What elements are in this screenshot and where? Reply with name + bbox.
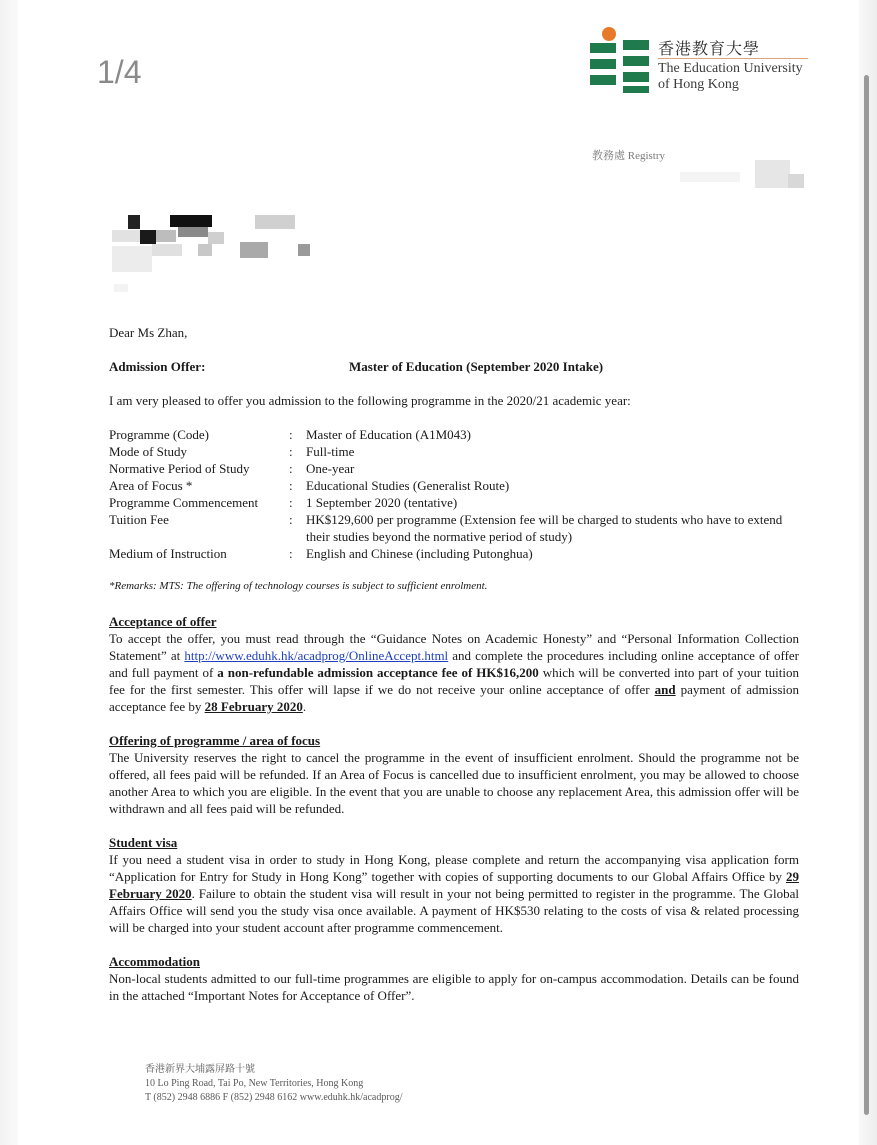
acceptance-paragraph xyxy=(109,630,799,715)
subject-label: Admission Offer: xyxy=(109,359,206,374)
page-indicator: 1/4 xyxy=(97,54,142,90)
visa-text: If you need a student visa in order to study in Hong Kong, please complete and return the accompanying visa application form “Application for Entry for Study in Hong Kong” together with copies of supporting documents to our Global Affairs Office by xyxy=(109,852,799,884)
detail-value: HK$129,600 per programme (Extension fee will be charged to students who have to extend their studies beyond the normative period of study) xyxy=(306,512,783,544)
contact-info: T (852) 2948 6886 F (852) 2948 6162 www.eduhk.hk/acadprog/ xyxy=(145,1092,403,1103)
visa-paragraph xyxy=(109,851,799,936)
programme-details xyxy=(109,426,809,562)
subject-line xyxy=(109,358,709,375)
detail-colon: : xyxy=(289,427,293,442)
acceptance-heading: Acceptance of offer xyxy=(109,614,217,629)
page-shadow-left xyxy=(0,0,18,1145)
logo-divider xyxy=(658,58,808,59)
university-name-english-line1: The Education University xyxy=(658,61,803,76)
scrollbar[interactable] xyxy=(864,75,869,1115)
detail-label: Normative Period of Study xyxy=(109,461,250,476)
acceptance-text: . xyxy=(302,699,307,714)
detail-value: English and Chinese (including Putonghua) xyxy=(306,546,533,561)
visa-text: . Failure to obtain the student visa will result in your not being permitted to register in the programme. The Global Affairs Office will send you the study visa once available. A payment of HK$530 relating to the costs of visa & related processing will be charged into your student account after programme commencement. xyxy=(109,886,800,935)
address-english: 10 Lo Ping Road, Tai Po, New Territories, Hong Kong xyxy=(145,1078,364,1089)
acceptance-text: To accept the offer, you must read through the “Guidance Notes on Academic Honesty” and “Personal Information Collection Statement” at xyxy=(109,631,799,663)
detail-colon: : xyxy=(289,512,293,527)
university-name-chinese: 香港教育大學 xyxy=(658,41,761,58)
salutation: Dear Ms Zhan, xyxy=(109,325,188,340)
accommodation-paragraph: Non-local students admitted to our full-time programmes are eligible to apply for on-campus accommodation. Details can be found in the attached “Important Notes for Acceptance of Offer”. xyxy=(109,971,799,1003)
and-emphasis: and xyxy=(654,682,676,697)
detail-label: Programme (Code) xyxy=(109,427,210,442)
offering-paragraph: The University reserves the right to cancel the programme in the event of insufficient enrolment. Should the programme not be offered, all fees paid will be refunded. If an Area of Focus is cancelled due to insufficient enrolment, you may be allowed to choose another Area to which you are eligible. In the event that you are unable to choose any replacement Area, this admission offer will be withdrawn and all fees paid will be refunded. xyxy=(109,750,799,816)
detail-row-commencement xyxy=(109,494,809,511)
acceptance-text: which will be converted into part of your tuition fee for the first semester. This offer will lapse if we do not receive your online acceptance of offer xyxy=(109,665,799,697)
detail-label: Programme Commencement xyxy=(109,495,259,510)
online-accept-link[interactable]: http://www.eduhk.hk/acadprog/OnlineAccept.html xyxy=(184,648,449,663)
offering-heading: Offering of programme / area of focus xyxy=(109,733,321,748)
address-chinese: 香港新界大埔露屏路十號 xyxy=(145,1064,255,1075)
intro-text: I am very pleased to offer you admission to the following programme in the 2020/21 academic year: xyxy=(109,393,631,408)
detail-row-programme xyxy=(109,426,809,443)
detail-row-tuition xyxy=(109,511,809,545)
redacted-recipient-address xyxy=(112,212,322,292)
detail-value: One-year xyxy=(306,461,355,476)
eduhk-logo-icon xyxy=(590,26,650,94)
acceptance-deadline: 28 February 2020 xyxy=(204,699,303,714)
subject-value: Master of Education (September 2020 Intake) xyxy=(349,359,604,374)
detail-colon: : xyxy=(289,461,293,476)
detail-row-period xyxy=(109,460,809,477)
university-logo xyxy=(590,26,815,96)
remarks: *Remarks: MTS: The offering of technology courses is subject to sufficient enrolment. xyxy=(109,580,488,592)
detail-colon: : xyxy=(289,444,293,459)
redacted-reference xyxy=(660,160,810,190)
detail-colon: : xyxy=(289,478,293,493)
acceptance-text: payment of admission acceptance fee by xyxy=(109,682,799,714)
detail-colon: : xyxy=(289,546,293,561)
detail-value: 1 September 2020 (tentative) xyxy=(306,495,458,510)
accommodation-heading: Accommodation xyxy=(109,954,200,969)
detail-row-focus xyxy=(109,477,809,494)
detail-label: Medium of Instruction xyxy=(109,546,227,561)
detail-row-mode xyxy=(109,443,809,460)
detail-row-medium xyxy=(109,545,809,562)
visa-heading: Student visa xyxy=(109,835,178,850)
detail-label: Mode of Study xyxy=(109,444,187,459)
detail-value: Full-time xyxy=(306,444,355,459)
detail-label: Area of Focus * xyxy=(109,478,193,493)
department-label: 教務處 Registry xyxy=(592,150,666,162)
university-name-english-line2: of Hong Kong xyxy=(658,77,739,92)
visa-deadline: 29 February 2020 xyxy=(109,869,799,901)
detail-colon: : xyxy=(289,495,293,510)
acceptance-text: and complete the procedures including online acceptance of offer and full payment of xyxy=(109,648,799,680)
detail-value: Master of Education (A1M043) xyxy=(306,427,471,442)
detail-label: Tuition Fee xyxy=(109,512,169,527)
detail-value: Educational Studies (Generalist Route) xyxy=(306,478,510,493)
acceptance-fee: a non-refundable admission acceptance fee of HK$16,200 xyxy=(217,665,539,680)
letterhead-footer xyxy=(145,1063,402,1105)
